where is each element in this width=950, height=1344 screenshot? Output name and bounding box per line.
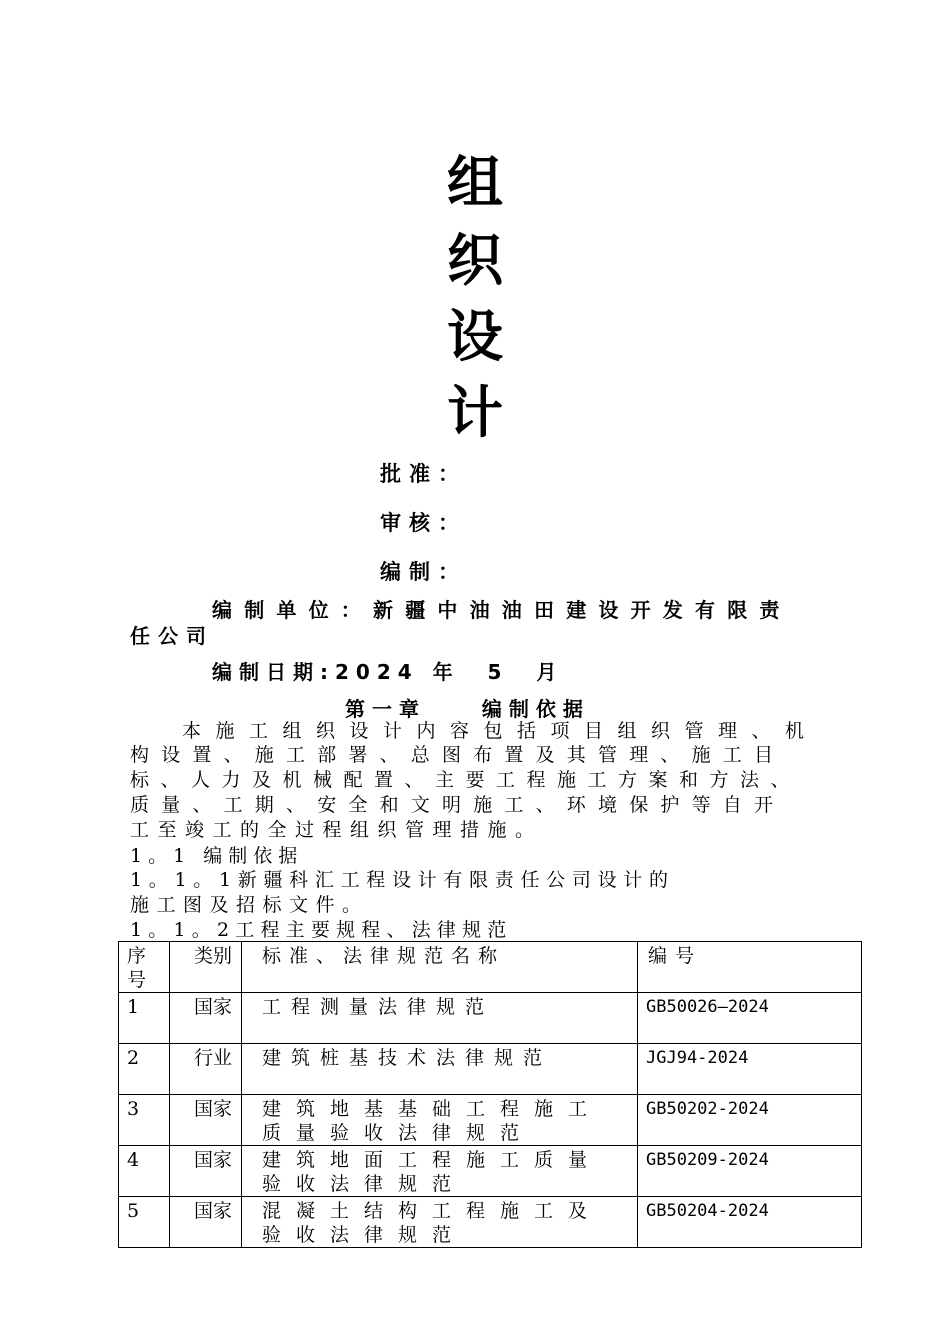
row-no: 4: [119, 1146, 170, 1197]
title-char-3: 设: [447, 305, 503, 370]
intro-line-1: 本施工组织设计内容包括项目组织管理、机: [182, 720, 819, 742]
table-row: [119, 1146, 862, 1197]
table-row: [119, 1044, 862, 1095]
row-category: 国家: [170, 1095, 242, 1146]
row-code: JGJ94-2024: [638, 1044, 862, 1095]
row-name: 建筑地基基础工程施工质量验收法律规范: [242, 1095, 638, 1146]
row-no: 1: [119, 993, 170, 1044]
title-char-2: 织: [447, 229, 503, 294]
row-category: 行业: [170, 1044, 242, 1095]
row-code: GB50202-2024: [638, 1095, 862, 1146]
header-no: 序号: [119, 942, 170, 993]
intro-line-4: 质量、工期、安全和文明施工、环境保护等自开: [130, 794, 786, 816]
header-category: 类别: [170, 942, 242, 993]
item-1-1-1-line-1: 1。1。1新疆科汇工程设计有限责任公司设计的: [130, 869, 675, 891]
item-1-1-2: 1。1。2工程主要规程、法律规范: [130, 919, 513, 941]
unit-line-1: 编制单位：新疆中油油田建设开发有限责: [212, 598, 792, 622]
table-header-row: [119, 942, 862, 993]
header-name: 标准、法律规范名称: [242, 942, 638, 993]
compile-label: 编制：: [380, 560, 467, 584]
row-name: 混凝土结构工程施工及验收法律规范: [242, 1197, 638, 1248]
intro-line-2: 构设置、施工部署、总图布置及其管理、施工目: [130, 744, 786, 766]
table-row: [119, 1095, 862, 1146]
header-code: 编号: [638, 942, 862, 993]
row-category: 国家: [170, 1197, 242, 1248]
standards-table: [118, 941, 862, 1248]
row-no: 3: [119, 1095, 170, 1146]
table-row: [119, 1197, 862, 1248]
row-name: 建筑桩基技术法律规范: [242, 1044, 638, 1095]
row-no: 5: [119, 1197, 170, 1248]
row-code: GB50026—2024: [638, 993, 862, 1044]
intro-line-3: 标、人力及机械配置、主要工程施工方案和方法、: [130, 769, 802, 791]
unit-line-2: 任公司: [130, 624, 214, 648]
title-char-4: 计: [447, 381, 503, 446]
section-1-1: 1。1 编制依据: [130, 845, 304, 867]
table-row: [119, 993, 862, 1044]
chapter-title: 第一章 编制依据: [345, 697, 590, 721]
intro-line-5: 工至竣工的全过程组织管理措施。: [130, 819, 543, 841]
review-label: 审核：: [380, 511, 467, 535]
row-name: 建筑地面工程施工质量验收法律规范: [242, 1146, 638, 1197]
compile-date: 编制日期:2024 年 5 月: [212, 660, 564, 684]
item-1-1-1-line-2: 施工图及招标文件。: [130, 894, 369, 916]
title-char-1: 组: [447, 151, 503, 216]
row-code: GB50209-2024: [638, 1146, 862, 1197]
row-name: 工程测量法律规范: [242, 993, 638, 1044]
row-category: 国家: [170, 1146, 242, 1197]
row-category: 国家: [170, 993, 242, 1044]
row-code: GB50204-2024: [638, 1197, 862, 1248]
row-no: 2: [119, 1044, 170, 1095]
approve-label: 批准：: [380, 462, 467, 486]
